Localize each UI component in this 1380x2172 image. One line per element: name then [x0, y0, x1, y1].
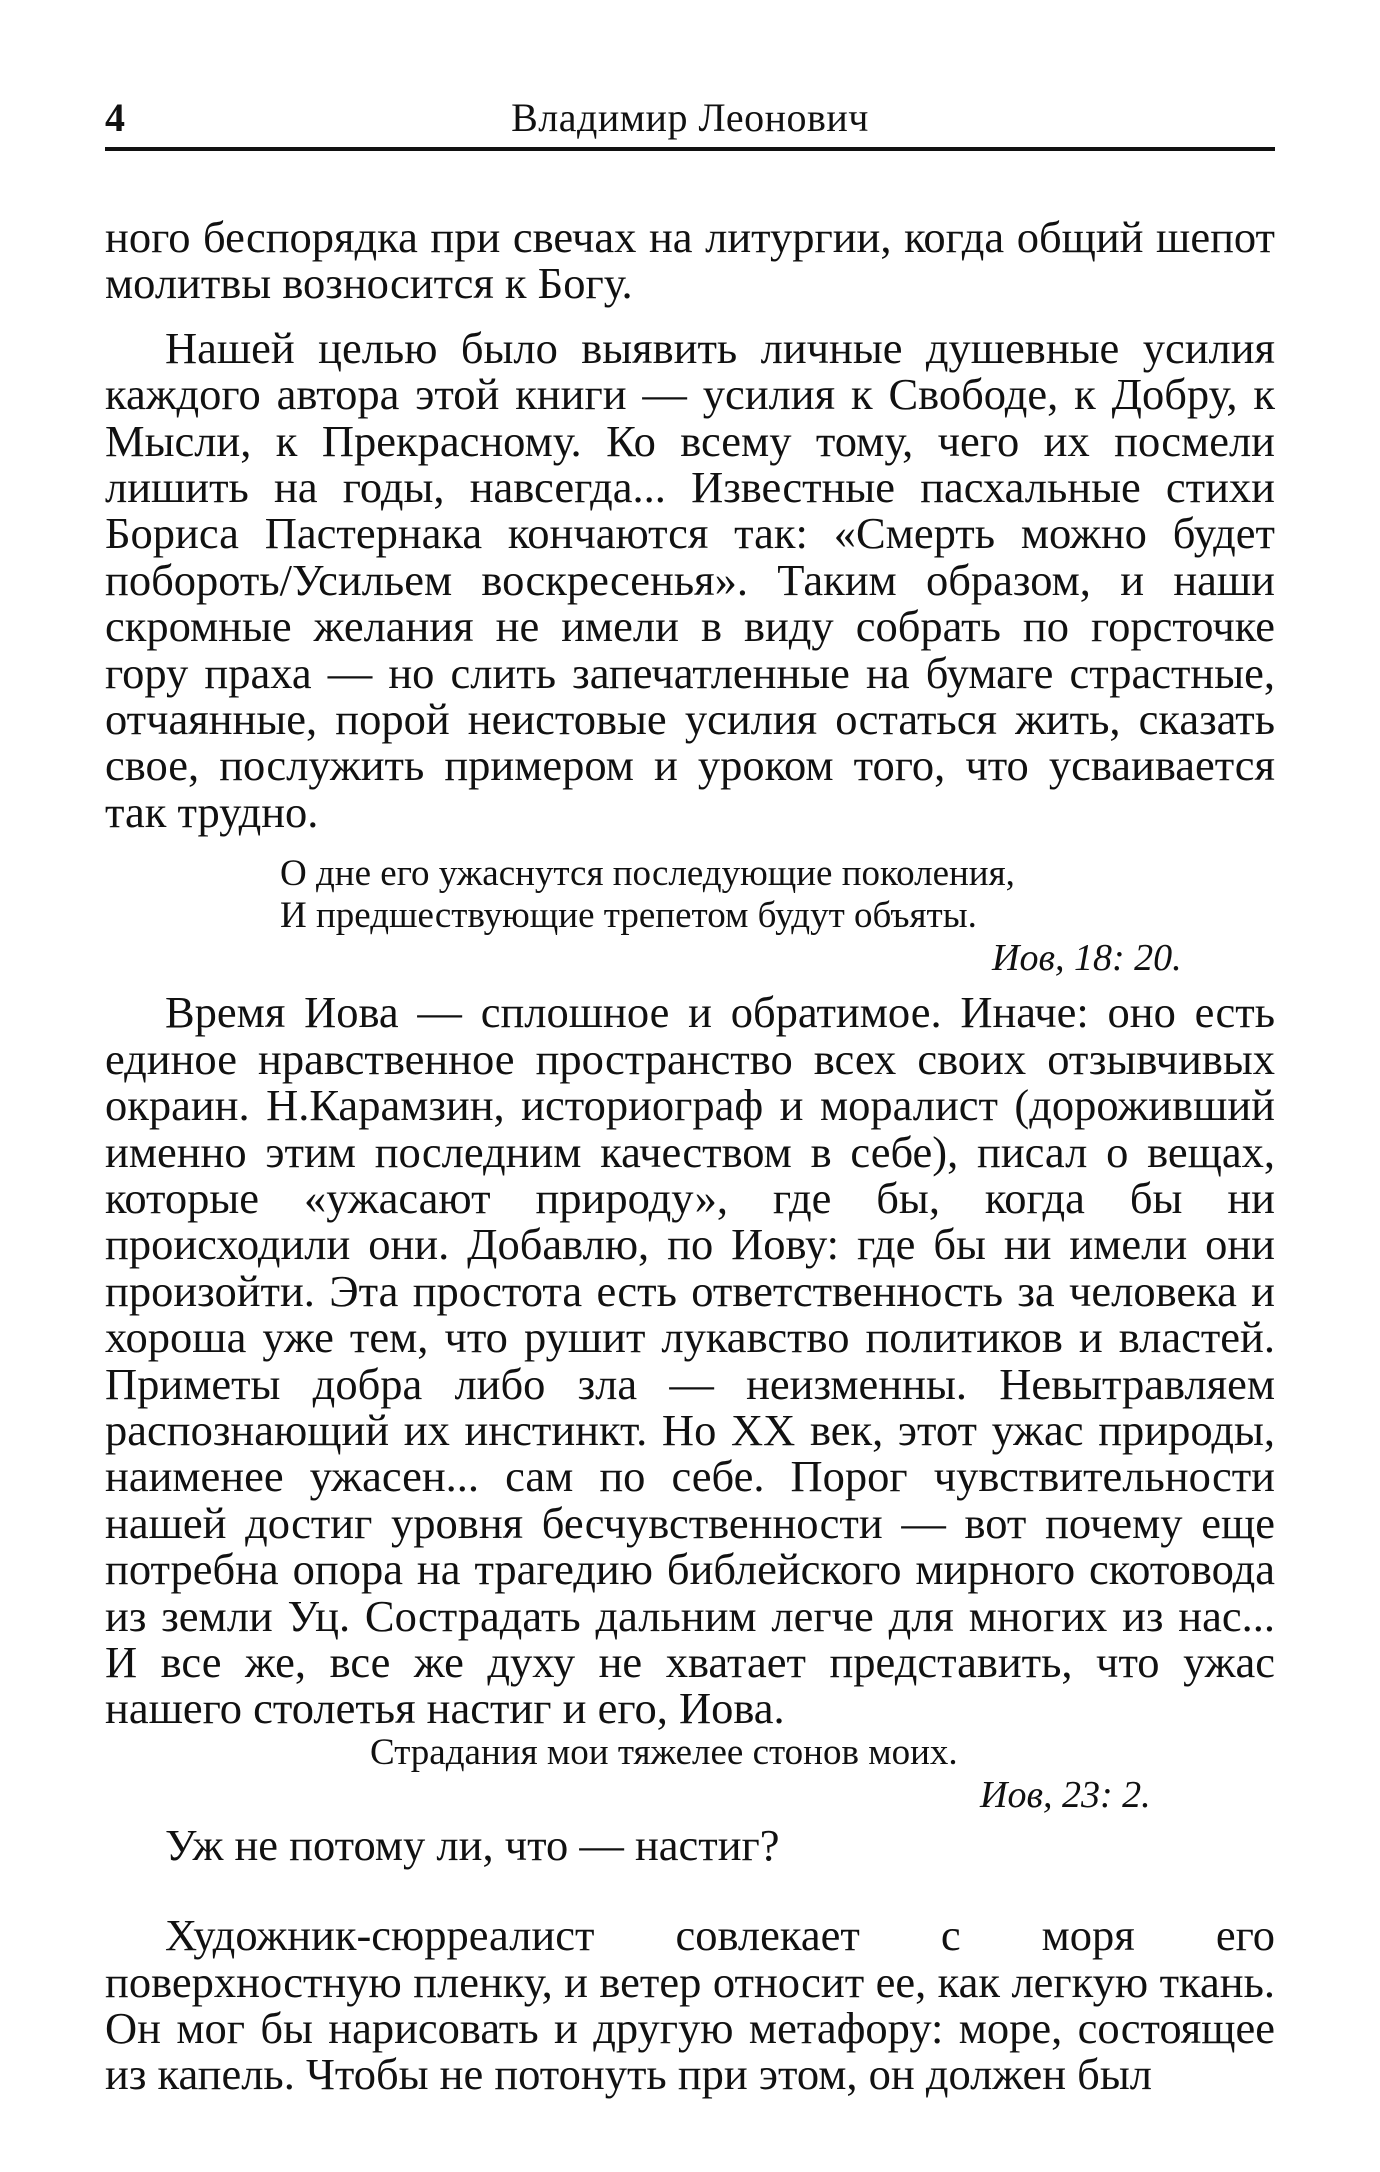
- paragraph-continued: ного беспорядка при свечах на литургии, когда общий шепот молитвы возносится к Богу.: [105, 212, 1275, 309]
- epigraph-citation: Иов, 18: 20.: [992, 937, 1182, 980]
- paragraph: Время Иова — сплошное и обратимое. Иначе: оно есть единое нравственное пространство всех своих отзывчивых окраин. Н.Карамзин, историограф и моралист (дороживший именно этим последним качеством в себе), писал о вещах, которые «ужасают природу», где бы, когда бы ни происходили они. Добавлю, по Иову: где бы ни имели они произойти. Эта простота есть ответственность за человека и хороша уже тем, что рушит лукавство политиков и властей. Приметы добра либо зла — неизменны. Невытравляем распознающий их инстинкт. Но XX век, этот ужас природы, наименее ужасен... сам по себе. Порог чувствительности нашей достиг уровня бесчувственности — вот почему еще потребна опора на трагедию библейского мирного скотовода из земли Уц. Сострадать дальним легче для многих из нас... И все же, все же духу не хватает представить, что ужас нашего столетья настиг и его, Иова.: [105, 987, 1275, 1734]
- page-number: 4: [105, 95, 125, 140]
- paragraph: Художник-сюрреалист совлекает с моря его поверхностную пленку, и ветер относит ее, как легкую ткань. Он мог бы нарисовать и другую метафору: море, состоящее из капель. Чтобы не потонуть при этом, он должен был: [105, 1910, 1275, 2100]
- paragraph: Нашей целью было выявить личные душевные усилия каждого автора этой книги — усилия к Свободе, к Добру, к Мысли, к Прекрасному. Ко всему тому, чего их посмели лишить на годы, навсегда... Известные пасхальные стихи Бориса Пастернака кончаются так: «Смерть можно будет побороть/Усильем воскресенья». Таким образом, и наши скромные желания не имели в виду собрать по горсточке гору праха — но слить запечатленные на бумаге страстные, отчаянные, порой неистовые усилия остаться жить, сказать свое, послужить примером и уроком того, что усваивается так трудно.: [105, 322, 1275, 837]
- header-rule: [105, 147, 1275, 151]
- epigraph-citation: Иов, 23: 2.: [980, 1773, 1151, 1816]
- epigraph-quote: [105, 1732, 1275, 1816]
- paragraph: Уж не потому ли, что — настиг?: [165, 1819, 780, 1870]
- running-title: Владимир Леонович: [511, 95, 869, 140]
- body-text: [105, 214, 1275, 2098]
- epigraph-quote: [105, 853, 1275, 979]
- running-head: [105, 88, 1275, 148]
- epigraph-line: О дне его ужаснутся последующие поколения,: [280, 853, 1015, 895]
- epigraph-line: Страдания мои тяжелее стонов моих.: [370, 1731, 958, 1773]
- epigraph-line: И предшествующие трепетом будут объяты.: [280, 895, 977, 937]
